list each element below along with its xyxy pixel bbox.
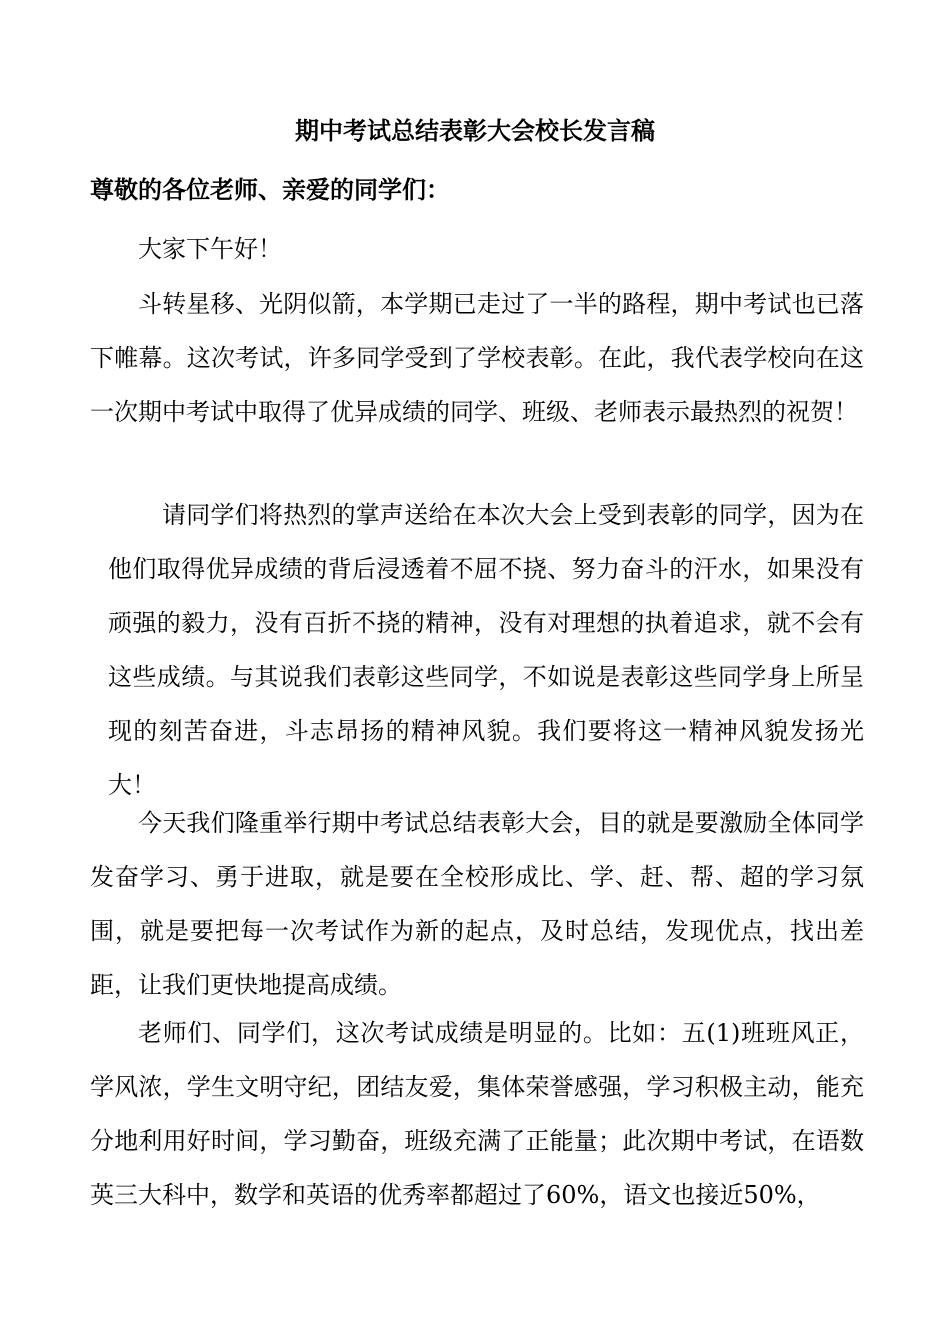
paragraph-congratulations: 斗转星移、光阴似箭，本学期已走过了一半的路程，期中考试也已落下帷幕。这次考试，许多同学受到了学校表彰。在此，我代表学校向在这一次期中考试中取得了优异成绩的同学、班级、老师表示最热烈的祝贺！ <box>90 290 864 426</box>
paragraph-applause: 请同学们将热烈的掌声送给在本次大会上受到表彰的同学，因为在他们取得优异成绩的背后浸透着不屈不挠、努力奋斗的汗水，如果没有顽强的毅力，没有百折不挠的精神，没有对理想的执着追求，就不会有这些成绩。与其说我们表彰这些同学，不如说是表彰这些同学身上所呈现的刻苦奋进，斗志昂扬的精神风貌。我们要将这一精神风貌发扬光大！ <box>108 501 864 799</box>
salutation: 尊敬的各位老师、亲爱的同学们： <box>90 175 450 204</box>
paragraph-purpose: 今天我们隆重举行期中考试总结表彰大会，目的就是要激励全体同学发奋学习、勇于进取，就是要在全校形成比、学、赶、帮、超的学习氛围，就是要把每一次考试作为新的起点，及时总结，发现优点，找出差距，让我们更快地提高成绩。 <box>90 809 864 999</box>
document-title: 期中考试总结表彰大会校长发言稿 <box>295 116 655 145</box>
paragraph-greeting: 大家下午好！ <box>138 235 282 263</box>
paragraph-results: 老师们、同学们，这次考试成绩是明显的。比如：五(1)班班风正，学风浓，学生文明守纪，团结友爱，集体荣誉感强，学习积极主动，能充分地利用好时间，学习勤奋，班级充满了正能量；此次期中考试，在语数英三大科中，数学和英语的优秀率都超过了60%，语文也接近50%， <box>90 1019 864 1209</box>
